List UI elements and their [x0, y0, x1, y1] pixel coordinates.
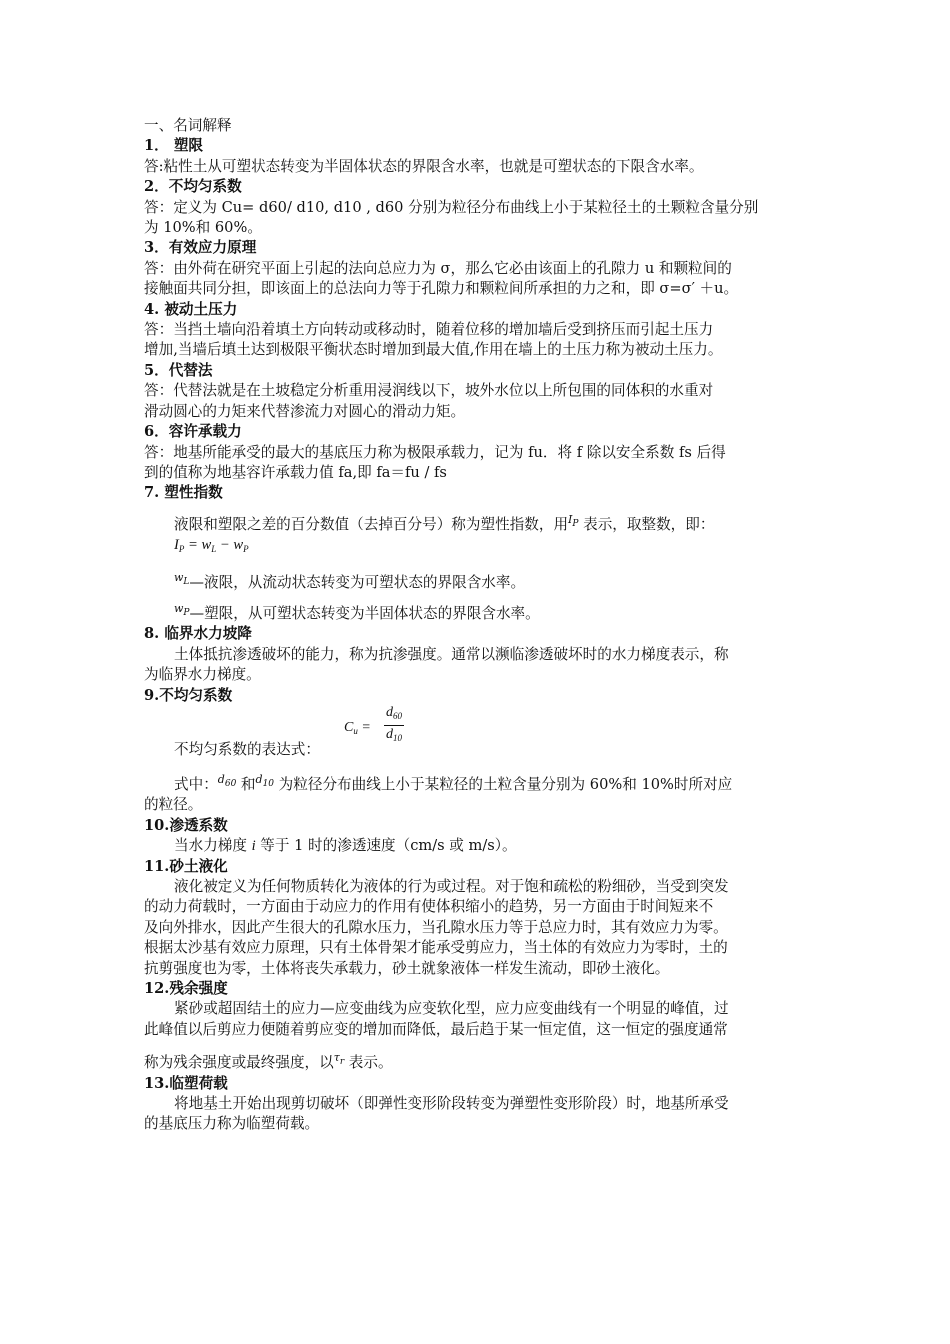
item-answer-line: 答：由外荷在研究平面上引起的法向总应力为 σ，那么它必由该面上的孔隙力 u 和颗粒间的	[144, 259, 732, 277]
item-11-line: 液化被定义为任何物质转化为液体的行为或过程。对于饱和疏松的粉细砂，当受到突发	[174, 878, 729, 895]
section-heading: 一、名词解释	[144, 117, 232, 134]
item-12-line: 此峰值以后剪应力便随着剪应变的增加而降低，最后趋于某一恒定值，这一恒定的强度通常	[144, 1020, 728, 1038]
item-answer-line: 到的值称为地基容许承载力值 fa,即 fa＝fu / fs	[144, 463, 447, 481]
definitions-1-6	[144, 136, 816, 483]
plasticity-formula: $I_P = w_L - w_P$	[174, 537, 249, 555]
item-10-title: 10.渗透系数	[144, 816, 228, 834]
item-title: 6．容许承载力	[144, 423, 242, 441]
expr-label: 不均匀系数的表达式：	[174, 740, 320, 758]
item-12-title: 12.残余强度	[144, 980, 228, 998]
item-11-line: 及向外排水，因此产生很大的孔隙水压力，当孔隙水压力等于总应力时，其有效应力为零。	[144, 918, 728, 936]
item-answer-line: 答：当挡土墙向沿着填土方向转动或移动时，随着位移的增加墙后受到挤压而引起土压力	[144, 321, 714, 339]
document-page	[144, 116, 816, 1135]
item-answer-line: 答：定义为 Cu= d60/ d10, d10 , d60 分别为粒径分布曲线上小于某粒径土的土颗粒含量分别	[144, 198, 759, 216]
item-9-line: 式中：$^{d_{60}}$ 和$^{d_{10}}$ 为粒径分布曲线上小于某粒径的土粒含量分别为 60%和 10%时所对应	[174, 772, 733, 793]
item-9-line: 的粒径。	[144, 796, 203, 814]
item-11-line: 的动力荷载时，一方面由于动应力的作用有使体积缩小的趋势，另一方面由于时间短来不	[144, 898, 714, 916]
uniformity-formula: $C_u$ = $\frac{d_{60}}{d_{10}}$ 不均匀系数的表达式：	[144, 706, 816, 762]
item-answer-line: 接触面共同分担，即该面上的总法向力等于孔隙力和颗粒间所承担的力之和，即 σ=σ′ ＋u。	[144, 280, 739, 298]
item-11-line: 根据太沙基有效应力原理，只有土体骨架才能承受剪应力，当土体的有效应力为零时，土的	[144, 939, 728, 957]
item-title: 2．不均匀系数	[144, 178, 242, 196]
item-7-line1: 液限和塑限之差的百分数值（去掉百分号）称为塑性指数，用$^{I_P}$ 表示，取整数，即：	[174, 512, 715, 533]
item-title: 4. 被动土压力	[144, 300, 238, 318]
item-10-line: 当水力梯度 i 等于 1 时的渗透速度（cm/s 或 m/s）。	[174, 837, 517, 855]
item-answer-line: 为 10%和 60%。	[144, 219, 262, 237]
item-8-line: 为临界水力梯度。	[144, 666, 261, 684]
item-answer-line: 答：代替法就是在土坡稳定分析重用浸润线以下，坡外水位以上所包围的同体积的水重对	[144, 382, 714, 400]
item-7-title: 7. 塑性指数	[144, 484, 223, 502]
item-answer-line: 滑动圆心的力矩来代替渗流力对圆心的滑动力矩。	[144, 402, 466, 420]
item-8-title: 8. 临界水力坡降	[144, 625, 252, 643]
item-title: 5．代替法	[144, 361, 213, 379]
item-11-title: 11.砂土液化	[144, 857, 228, 875]
liquid-limit-def: $^{w_L}$—液限，从流动状态转变为可塑状态的界限含水率。	[174, 570, 526, 591]
item-13-title: 13.临塑荷载	[144, 1074, 228, 1092]
item-13-line: 将地基土开始出现剪切破坏（即弹性变形阶段转变为弹塑性变形阶段）时，地基所承受	[174, 1095, 729, 1113]
item-8-line: 土体抵抗渗透破坏的能力，称为抗渗强度。通常以濒临渗透破坏时的水力梯度表示，称	[174, 645, 729, 663]
item-answer-line: 答：地基所能承受的最大的基底压力称为极限承载力，记为 fu．将 f 除以安全系数 fs 后得	[144, 443, 726, 461]
item-answer-line: 增加,当墙后填土达到极限平衡状态时增加到最大值,作用在墙上的土压力称为被动土压力。	[144, 341, 723, 359]
plastic-limit-def: $^{w_P}$—塑限，从可塑状态转变为半固体状态的界限含水率。	[174, 601, 540, 622]
item-title: 3．有效应力原理	[144, 239, 257, 257]
item-12-line: 紧砂或超固结土的应力—应变曲线为应变软化型，应力应变曲线有一个明显的峰值，过	[174, 1000, 729, 1018]
item-title: 1． 塑限	[144, 137, 204, 155]
item-12-line: 称为残余强度或最终强度，以$^{\tau_r}$ 表示。	[144, 1051, 393, 1072]
item-11-line: 抗剪强度也为零，土体将丧失承载力，砂土就象液体一样发生流动，即砂土液化。	[144, 959, 670, 977]
item-answer-line: 答:粘性土从可塑状态转变为半固体状态的界限含水率，也就是可塑状态的下限含水率。	[144, 157, 704, 175]
item-9-title: 9.不均匀系数	[144, 686, 233, 704]
item-13-line: 的基底压力称为临塑荷载。	[144, 1115, 320, 1133]
